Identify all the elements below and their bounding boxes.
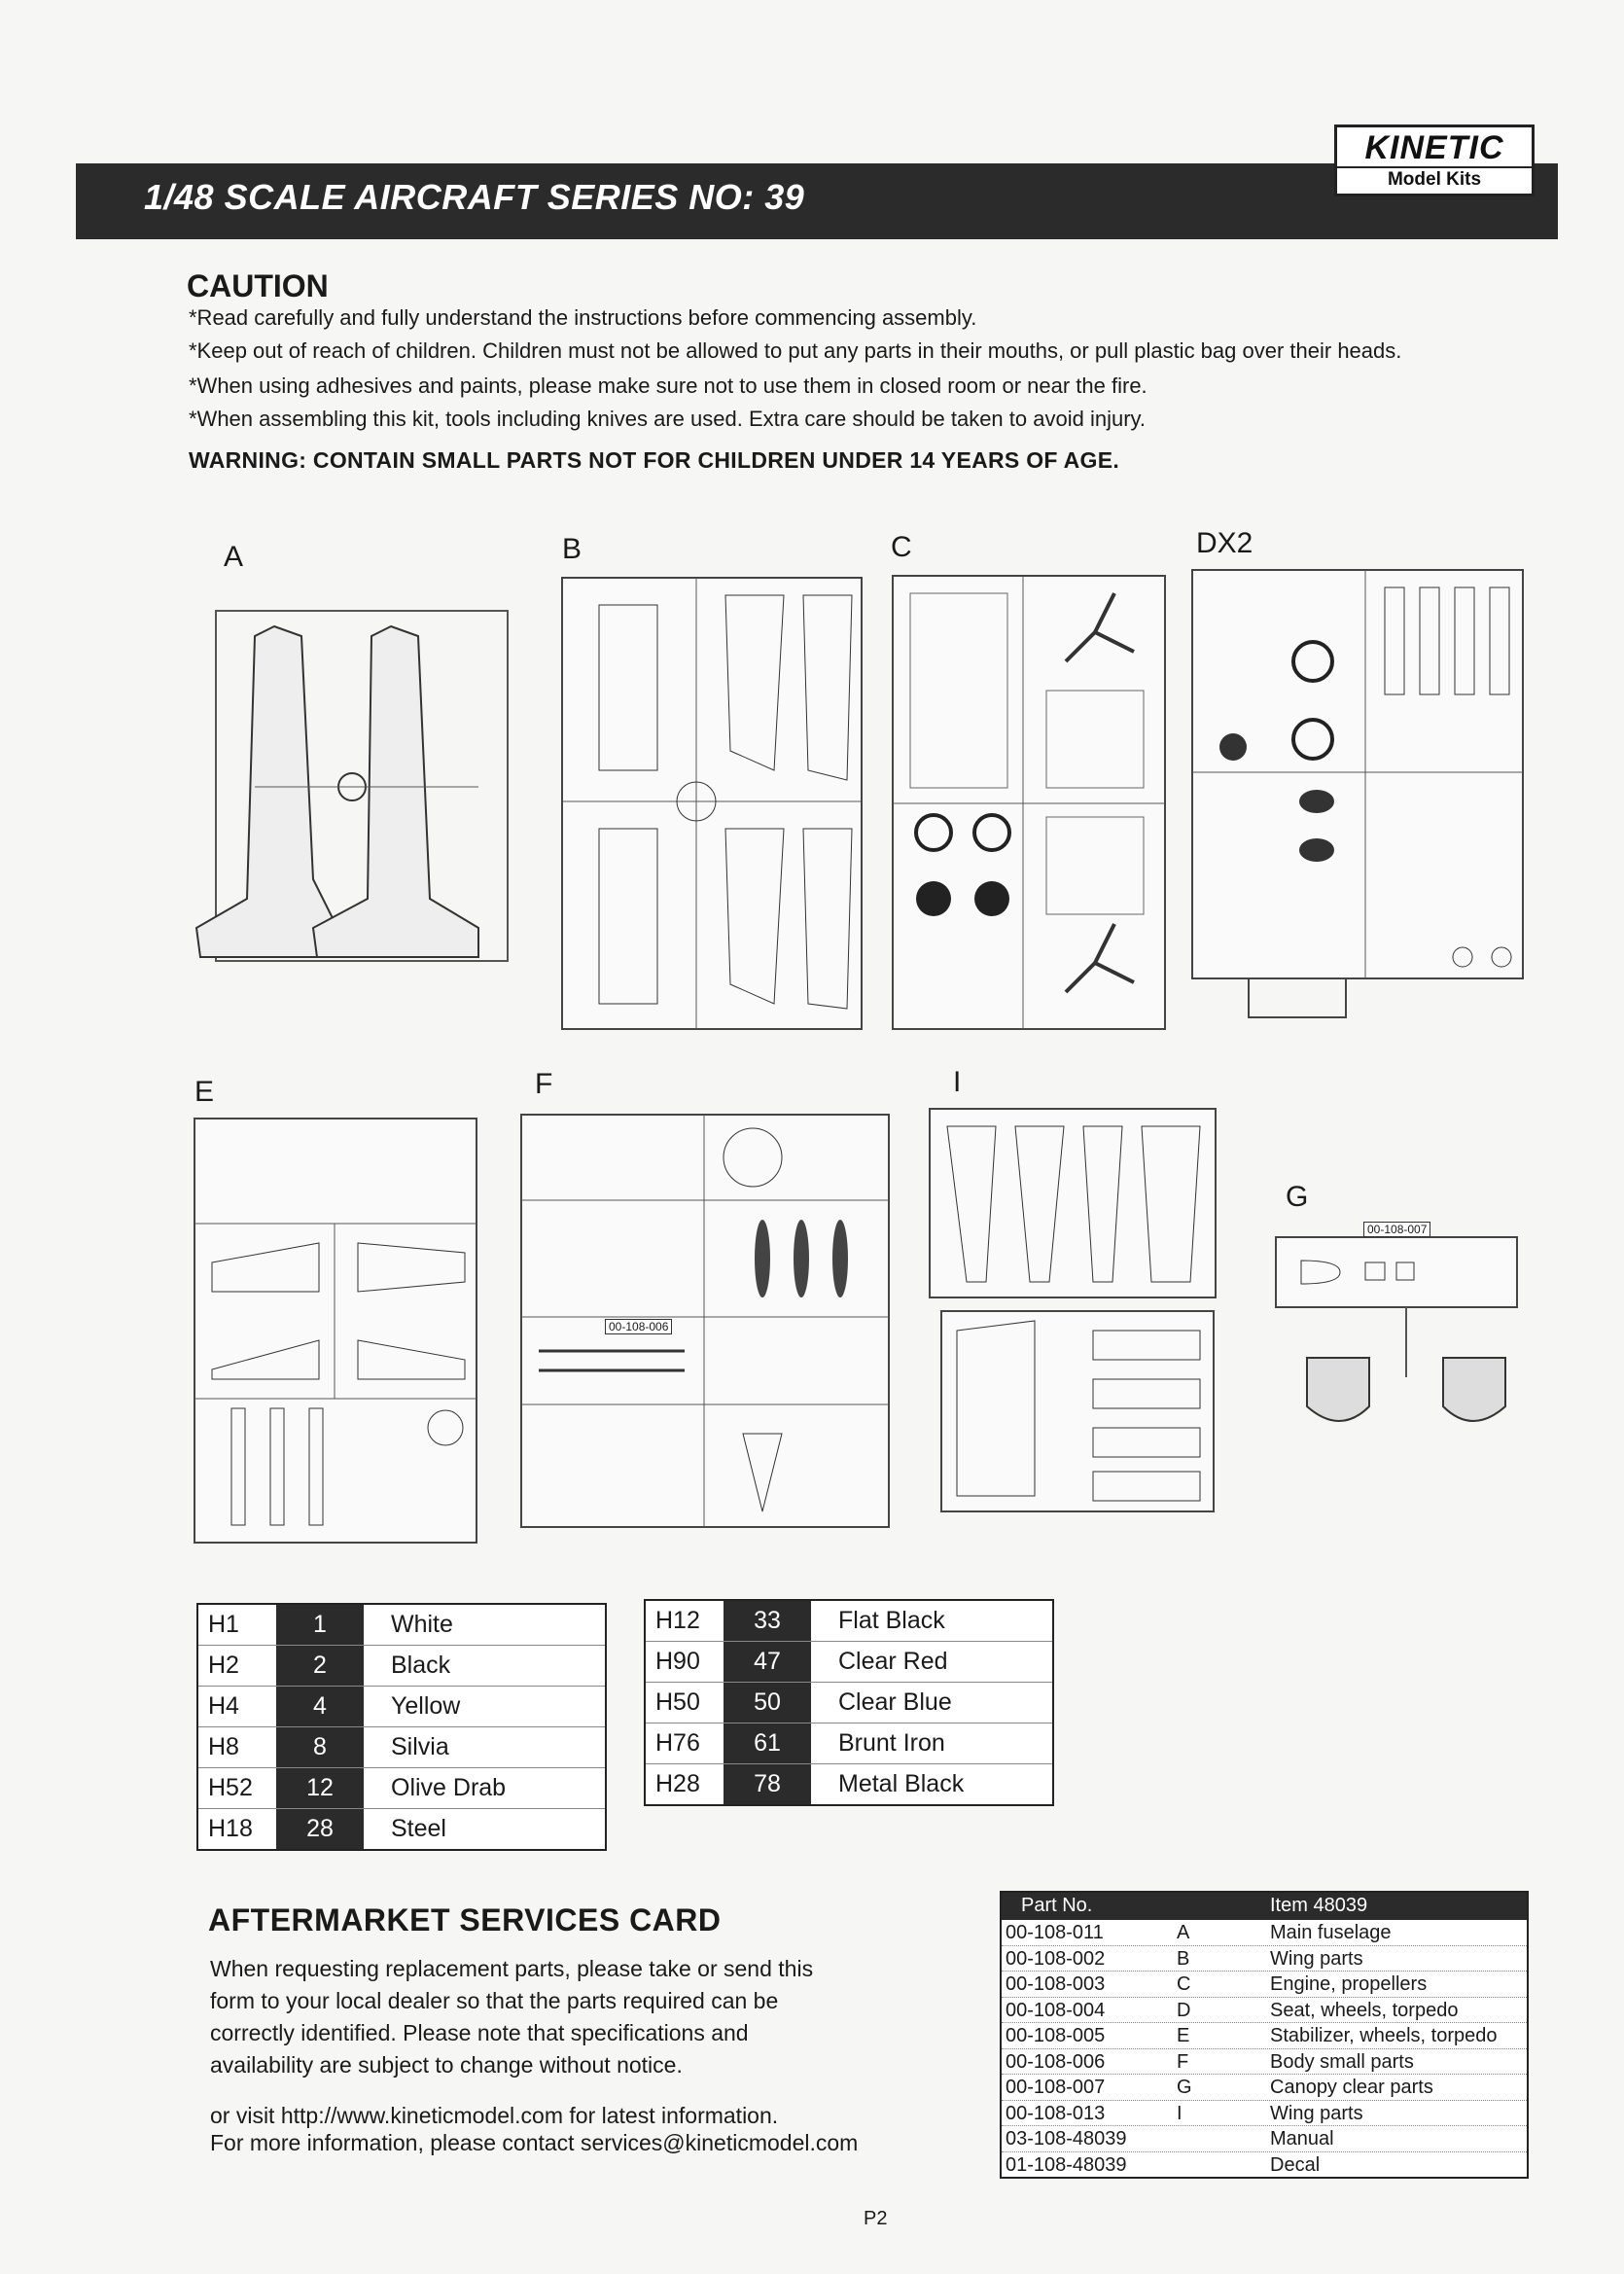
table-row (645, 1683, 1053, 1723)
paint-code: H1 (197, 1604, 276, 1646)
sprue-label-b: B (562, 533, 583, 565)
part-description: Wing parts (1270, 1947, 1363, 1970)
paint-number: 33 (724, 1600, 811, 1642)
paint-number: 47 (724, 1642, 811, 1683)
sprue-e-diagram (193, 1117, 478, 1545)
series-title: 1/48 SCALE AIRCRAFT SERIES NO: 39 (144, 177, 805, 217)
table-row (645, 1723, 1053, 1764)
paint-table-left (196, 1603, 607, 1851)
caution-line: *When using adhesives and paints, please make sure not to use them in closed room or near the fire. (189, 373, 1147, 398)
paint-name: Brunt Iron (811, 1723, 1053, 1764)
parts-row (1002, 2101, 1527, 2127)
parts-row (1002, 2023, 1527, 2049)
caution-line: *When assembling this kit, tools including knives are used. Extra care should be taken to avoid injury. (189, 407, 1146, 431)
sprue-g-code: 00-108-007 (1363, 1222, 1430, 1237)
parts-row (1002, 1946, 1527, 1972)
parts-row (1002, 2126, 1527, 2152)
paint-code: H4 (197, 1687, 276, 1727)
aftermarket-title: AFTERMARKET SERVICES CARD (208, 1902, 722, 1937)
warning-line: WARNING: CONTAIN SMALL PARTS NOT FOR CHILDREN UNDER 14 YEARS OF AGE. (189, 447, 1120, 473)
part-number: 00-108-002 (1006, 1947, 1106, 1970)
table-row (197, 1727, 606, 1768)
part-description: Stabilizer, wheels, torpedo (1270, 2025, 1498, 2046)
paint-number: 78 (724, 1764, 811, 1806)
parts-table-header (1002, 1893, 1527, 1920)
part-number: 00-108-013 (1006, 2102, 1106, 2124)
caution-title: CAUTION (187, 268, 329, 303)
kinetic-logo (1334, 124, 1535, 196)
sprue-c-diagram (891, 574, 1167, 1031)
part-number: 03-108-48039 (1006, 2128, 1127, 2150)
caution-line: *Read carefully and fully understand the instructions before commencing assembly. (189, 305, 977, 330)
parts-header-part: Part No. (1021, 1895, 1093, 1916)
sprue-g-diagram (1272, 1222, 1521, 1436)
sprue-label-g: G (1286, 1181, 1309, 1213)
part-number: 00-108-005 (1006, 2025, 1106, 2046)
aftermarket-contact[interactable]: For more information, please contact services@kineticmodel.com (210, 2130, 859, 2155)
paint-code: H52 (197, 1768, 276, 1809)
table-row (645, 1764, 1053, 1806)
paint-number: 12 (276, 1768, 364, 1809)
paint-name: Silvia (364, 1727, 606, 1768)
sprue-label-f: F (535, 1068, 553, 1100)
paint-name: Clear Blue (811, 1683, 1053, 1723)
parts-row (1002, 2049, 1527, 2076)
sprue-label-a: A (224, 541, 244, 573)
table-row (645, 1600, 1053, 1642)
paint-name: Black (364, 1646, 606, 1687)
parts-row (1002, 1920, 1527, 1946)
part-number: 00-108-006 (1006, 2050, 1106, 2073)
part-letter: I (1177, 2102, 1183, 2124)
parts-row (1002, 1972, 1527, 1998)
part-letter: B (1177, 1947, 1190, 1970)
table-row (197, 1809, 606, 1851)
paint-number: 28 (276, 1809, 364, 1851)
paint-name: Metal Black (811, 1764, 1053, 1806)
part-letter: A (1177, 1922, 1190, 1943)
part-letter: D (1177, 1999, 1191, 2021)
logo-main-text: KINETIC (1364, 129, 1504, 166)
table-row (197, 1604, 606, 1646)
part-description: Canopy clear parts (1270, 2077, 1433, 2098)
part-description: Seat, wheels, torpedo (1270, 1999, 1459, 2021)
part-description: Body small parts (1270, 2050, 1414, 2073)
paint-number: 50 (724, 1683, 811, 1723)
paint-code: H76 (645, 1723, 724, 1764)
parts-table (1000, 1891, 1529, 2179)
paint-code: H90 (645, 1642, 724, 1683)
paint-name: Steel (364, 1809, 606, 1851)
sprue-label-dx2: DX2 (1196, 527, 1253, 559)
aftermarket-body: When requesting replacement parts, please take or send this form to your local dealer so that the parts required can be correctly identified. Please note that specifications and availability are subject to change without notice. (210, 1956, 814, 2078)
sprue-f-diagram (519, 1113, 891, 1529)
paint-number: 2 (276, 1646, 364, 1687)
logo-sub-text: Model Kits (1337, 166, 1532, 191)
paint-name: Clear Red (811, 1642, 1053, 1683)
paint-name: Olive Drab (364, 1768, 606, 1809)
table-row (197, 1646, 606, 1687)
sprue-dx2-diagram (1190, 568, 1525, 1025)
part-number: 00-108-003 (1006, 1973, 1106, 1995)
sprue-label-i: I (953, 1066, 962, 1098)
sprue-i-diagram (928, 1107, 1218, 1515)
sprue-label-c: C (891, 531, 912, 563)
table-row (197, 1687, 606, 1727)
part-letter: C (1177, 1973, 1191, 1995)
table-row (645, 1642, 1053, 1683)
part-number: 00-108-007 (1006, 2077, 1106, 2098)
part-description: Engine, propellers (1270, 1973, 1428, 1995)
paint-name: Yellow (364, 1687, 606, 1727)
part-description: Wing parts (1270, 2102, 1363, 2124)
aftermarket-visit-link[interactable]: or visit http://www.kineticmodel.com for latest information. (210, 2103, 779, 2128)
paint-table-right (644, 1599, 1054, 1806)
parts-row (1002, 2075, 1527, 2101)
paint-code: H12 (645, 1600, 724, 1642)
part-letter: F (1177, 2050, 1189, 2073)
paint-code: H18 (197, 1809, 276, 1851)
paint-code: H2 (197, 1646, 276, 1687)
paint-number: 1 (276, 1604, 364, 1646)
part-description: Manual (1270, 2128, 1334, 2150)
parts-row (1002, 1998, 1527, 2024)
part-letter: G (1177, 2077, 1192, 2098)
part-number: 00-108-011 (1006, 1922, 1104, 1943)
part-number: 00-108-004 (1006, 1999, 1106, 2021)
part-letter: E (1177, 2025, 1190, 2046)
part-description: Main fuselage (1270, 1922, 1392, 1943)
sprue-a-diagram (187, 607, 517, 967)
paint-code: H8 (197, 1727, 276, 1768)
part-number: 01-108-48039 (1006, 2153, 1127, 2176)
part-description: Decal (1270, 2153, 1321, 2176)
sprue-b-diagram (560, 576, 864, 1031)
parts-row (1002, 2152, 1527, 2178)
page-number: P2 (864, 2208, 888, 2229)
sprue-label-e: E (194, 1076, 215, 1108)
paint-name: Flat Black (811, 1600, 1053, 1642)
paint-number: 8 (276, 1727, 364, 1768)
paint-number: 4 (276, 1687, 364, 1727)
caution-line: *Keep out of reach of children. Children must not be allowed to put any parts in their mouths, or pull plastic bag over their heads. (189, 338, 1402, 363)
paint-code: H50 (645, 1683, 724, 1723)
paint-number: 61 (724, 1723, 811, 1764)
paint-name: White (364, 1604, 606, 1646)
sprue-f-code: 00-108-006 (605, 1319, 672, 1334)
table-row (197, 1768, 606, 1809)
parts-header-item: Item 48039 (1270, 1895, 1368, 1916)
paint-code: H28 (645, 1764, 724, 1806)
